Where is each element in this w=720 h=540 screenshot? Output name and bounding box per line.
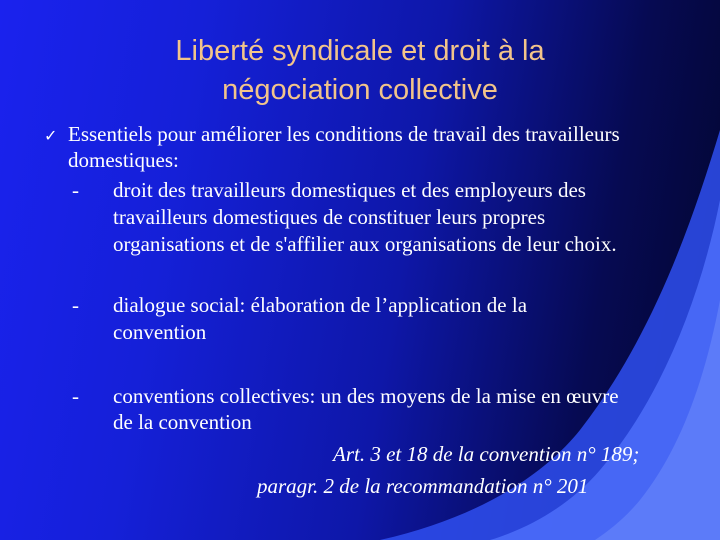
slide-title-line-1: Liberté syndicale et droit à la <box>175 35 545 67</box>
sub-item-3-line-2: de la convention <box>113 410 252 434</box>
citation-line-1: Art. 3 et 18 de la convention n° 189; <box>333 442 640 466</box>
slide-title-line-2: négociation collective <box>222 74 498 106</box>
slide-title <box>60 32 660 110</box>
citation-line-2: paragr. 2 de la recommandation n° 201 <box>257 474 589 498</box>
sub-item-1-line-3: organisations et de s'affilier aux organisations de leur choix. <box>113 232 617 256</box>
sub-item-3-line-1: conventions collectives: un des moyens de la mise en œuvre <box>113 384 619 408</box>
sub-item-2-line-2: convention <box>113 320 207 344</box>
sub-item-2-line-1: dialogue social: élaboration de l’application de la <box>113 293 528 317</box>
bullet-text-line-2: domestiques: <box>68 148 179 172</box>
sub-item-1-line-1: droit des travailleurs domestiques et des employeurs des <box>113 178 586 202</box>
dash-bullet-2: - <box>72 293 79 317</box>
sub-item-1-line-2: travailleurs domestiques de constituer leurs propres <box>113 205 546 229</box>
checkmark-bullet-icon: ✓ <box>44 126 58 145</box>
dash-bullet-3: - <box>72 384 79 408</box>
bullet-text-line-1: Essentiels pour améliorer les conditions de travail des travailleurs <box>68 122 620 146</box>
dash-bullet-1: - <box>72 178 79 202</box>
